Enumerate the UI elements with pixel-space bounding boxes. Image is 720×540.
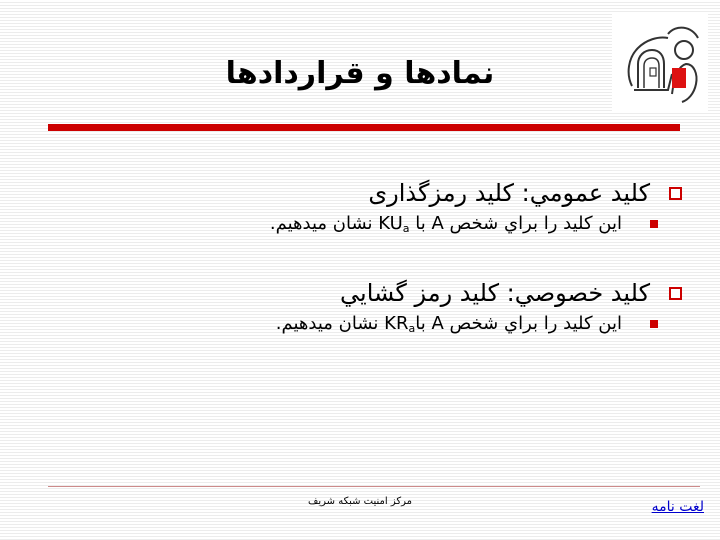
footer-divider [48,486,700,487]
sub-bullet-item-public-key [40,210,692,238]
glossary-link[interactable]: لغت نامه [651,499,704,515]
footer-text: مركز امنيت شبكه شريف [308,496,412,507]
sub-bullet-text-start: اين كليد را براي شخص A با KU [378,213,622,234]
sub-bullet-text-end: نشان ميدهيم. [275,313,385,334]
bullet-text: كليد عمومي: كليد رمزگذارى [368,179,650,207]
bullet-list [40,176,692,338]
bullet-item-private-key [40,276,692,310]
filled-square-bullet-icon [650,320,658,328]
slide-title: نمادها و قراردادها [225,56,495,91]
sub-bullet-text-start: اين كليد را براي شخص A باKR [384,313,622,334]
filled-square-bullet-icon [650,220,658,228]
bullet-text: كليد خصوصي: كليد رمز گشايي [340,279,650,307]
subscript-a: a [402,222,410,235]
title-divider [48,124,680,131]
sub-bullet-text [270,210,650,243]
logo-icon [612,14,708,112]
hollow-square-bullet-icon [669,187,682,200]
hollow-square-bullet-icon [669,287,682,300]
sub-bullet-text-end: نشان ميدهيم. [269,213,379,234]
subscript-a: a [408,322,416,335]
bullet-item-public-key [40,176,692,210]
sub-bullet-text [276,310,650,343]
sub-bullet-item-private-key [40,310,692,338]
